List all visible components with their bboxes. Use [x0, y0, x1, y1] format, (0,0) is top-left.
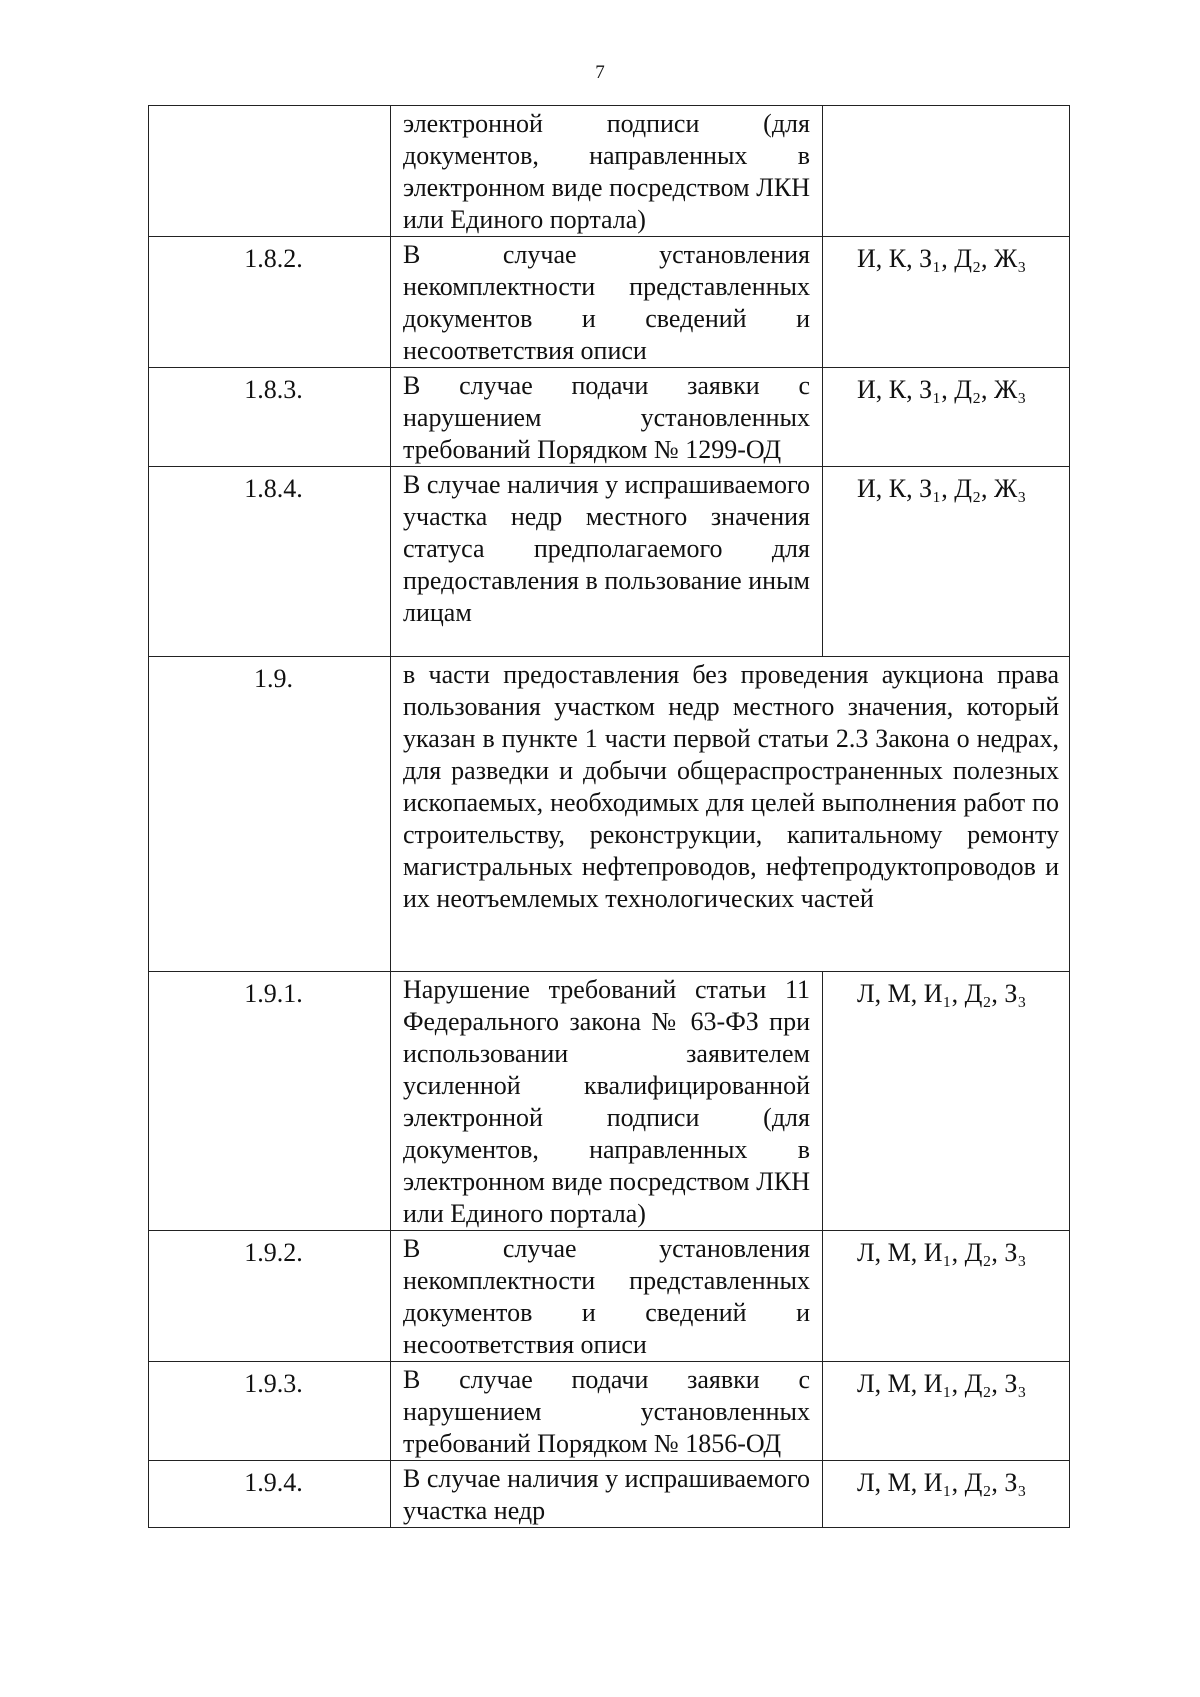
row-text: в части предоставления без проведения аукциона права пользования участком недр местного значения, который указан в пункте 1 части первой статьи 2.3 Закона о недрах, для разведки и добычи общераспространенных полезных ископаемых, необходимых для целей выполнения работ по строительству, реконструкции, капитальному ремонту магистральных нефтепроводов, нефтепродуктопроводов и их неотъемлемых технологических частей: [403, 660, 1059, 913]
row-text: Нарушение требований статьи 11 Федерального закона № 63-ФЗ при использовании заявителем усиленной квалифицированной электронной подписи (для документов, направленных в электронном виде посредством ЛКН или Единого портала): [403, 975, 810, 1228]
table-row: [149, 237, 1070, 368]
row-text-cell: [391, 1461, 823, 1528]
row-grounds: Л, М, И₁, Д₂, З₃: [857, 1369, 1027, 1398]
row-grounds: И, К, З₁, Д₂, Ж₃: [857, 474, 1027, 503]
row-number: 1.9.4.: [244, 1468, 303, 1497]
row-grounds-cell: [823, 972, 1070, 1231]
row-number-cell: [149, 1362, 391, 1461]
row-number: 1.9.3.: [244, 1369, 303, 1398]
row-number-cell: [149, 237, 391, 368]
row-grounds-cell: [823, 368, 1070, 467]
row-number-cell: [149, 1231, 391, 1362]
row-text-cell: [391, 467, 823, 657]
row-text-cell: [391, 368, 823, 467]
grounds-table: [148, 105, 1070, 1528]
row-text: В случае наличия у испрашиваемого участка недр местного значения статуса предполагаемого для предоставления в пользование иным лицам: [403, 470, 810, 627]
table-row: [149, 972, 1070, 1231]
row-text-cell: [391, 972, 823, 1231]
row-text-cell: [391, 237, 823, 368]
row-number: 1.8.3.: [244, 375, 303, 404]
row-text: В случае подачи заявки с нарушением установленных требований Порядком № 1856-ОД: [403, 1365, 810, 1458]
row-text: В случае установления некомплектности представленных документов и сведений и несоответствия описи: [403, 240, 810, 365]
table-row: [149, 368, 1070, 467]
row-text: электронной подписи (для документов, направленных в электронном виде посредством ЛКН или Единого портала): [403, 109, 810, 234]
row-number-cell: [149, 972, 391, 1231]
row-number-cell: [149, 368, 391, 467]
row-number: 1.9.1.: [244, 979, 303, 1008]
row-grounds-cell: [823, 467, 1070, 657]
row-text: В случае установления некомплектности представленных документов и сведений и несоответствия описи: [403, 1234, 810, 1359]
row-grounds-cell: [823, 1362, 1070, 1461]
row-grounds: Л, М, И₁, Д₂, З₃: [857, 979, 1027, 1008]
table-row: [149, 1362, 1070, 1461]
row-text-cell: [391, 657, 1070, 972]
table-row: [149, 467, 1070, 657]
table-row: [149, 1461, 1070, 1528]
row-grounds-cell: [823, 106, 1070, 237]
row-number-cell: [149, 106, 391, 237]
row-grounds: Л, М, И₁, Д₂, З₃: [857, 1238, 1027, 1267]
row-text-cell: [391, 1362, 823, 1461]
row-number-cell: [149, 1461, 391, 1528]
row-number: 1.8.2.: [244, 244, 303, 273]
row-grounds-cell: [823, 237, 1070, 368]
table-row: [149, 657, 1070, 972]
row-number-cell: [149, 657, 391, 972]
row-grounds: Л, М, И₁, Д₂, З₃: [857, 1468, 1027, 1497]
row-number: 1.9.2.: [244, 1238, 303, 1267]
row-grounds-cell: [823, 1231, 1070, 1362]
row-grounds: И, К, З₁, Д₂, Ж₃: [857, 244, 1027, 273]
row-grounds-cell: [823, 1461, 1070, 1528]
row-text: В случае наличия у испрашиваемого участка недр: [403, 1464, 810, 1525]
table-row: [149, 106, 1070, 237]
page-number: 7: [595, 62, 605, 83]
row-number-cell: [149, 467, 391, 657]
table-row: [149, 1231, 1070, 1362]
row-text-cell: [391, 106, 823, 237]
row-text-cell: [391, 1231, 823, 1362]
row-number: 1.8.4.: [244, 474, 303, 503]
row-number: 1.9.: [254, 664, 293, 693]
row-grounds: И, К, З₁, Д₂, Ж₃: [857, 375, 1027, 404]
row-text: В случае подачи заявки с нарушением установленных требований Порядком № 1299-ОД: [403, 371, 810, 464]
